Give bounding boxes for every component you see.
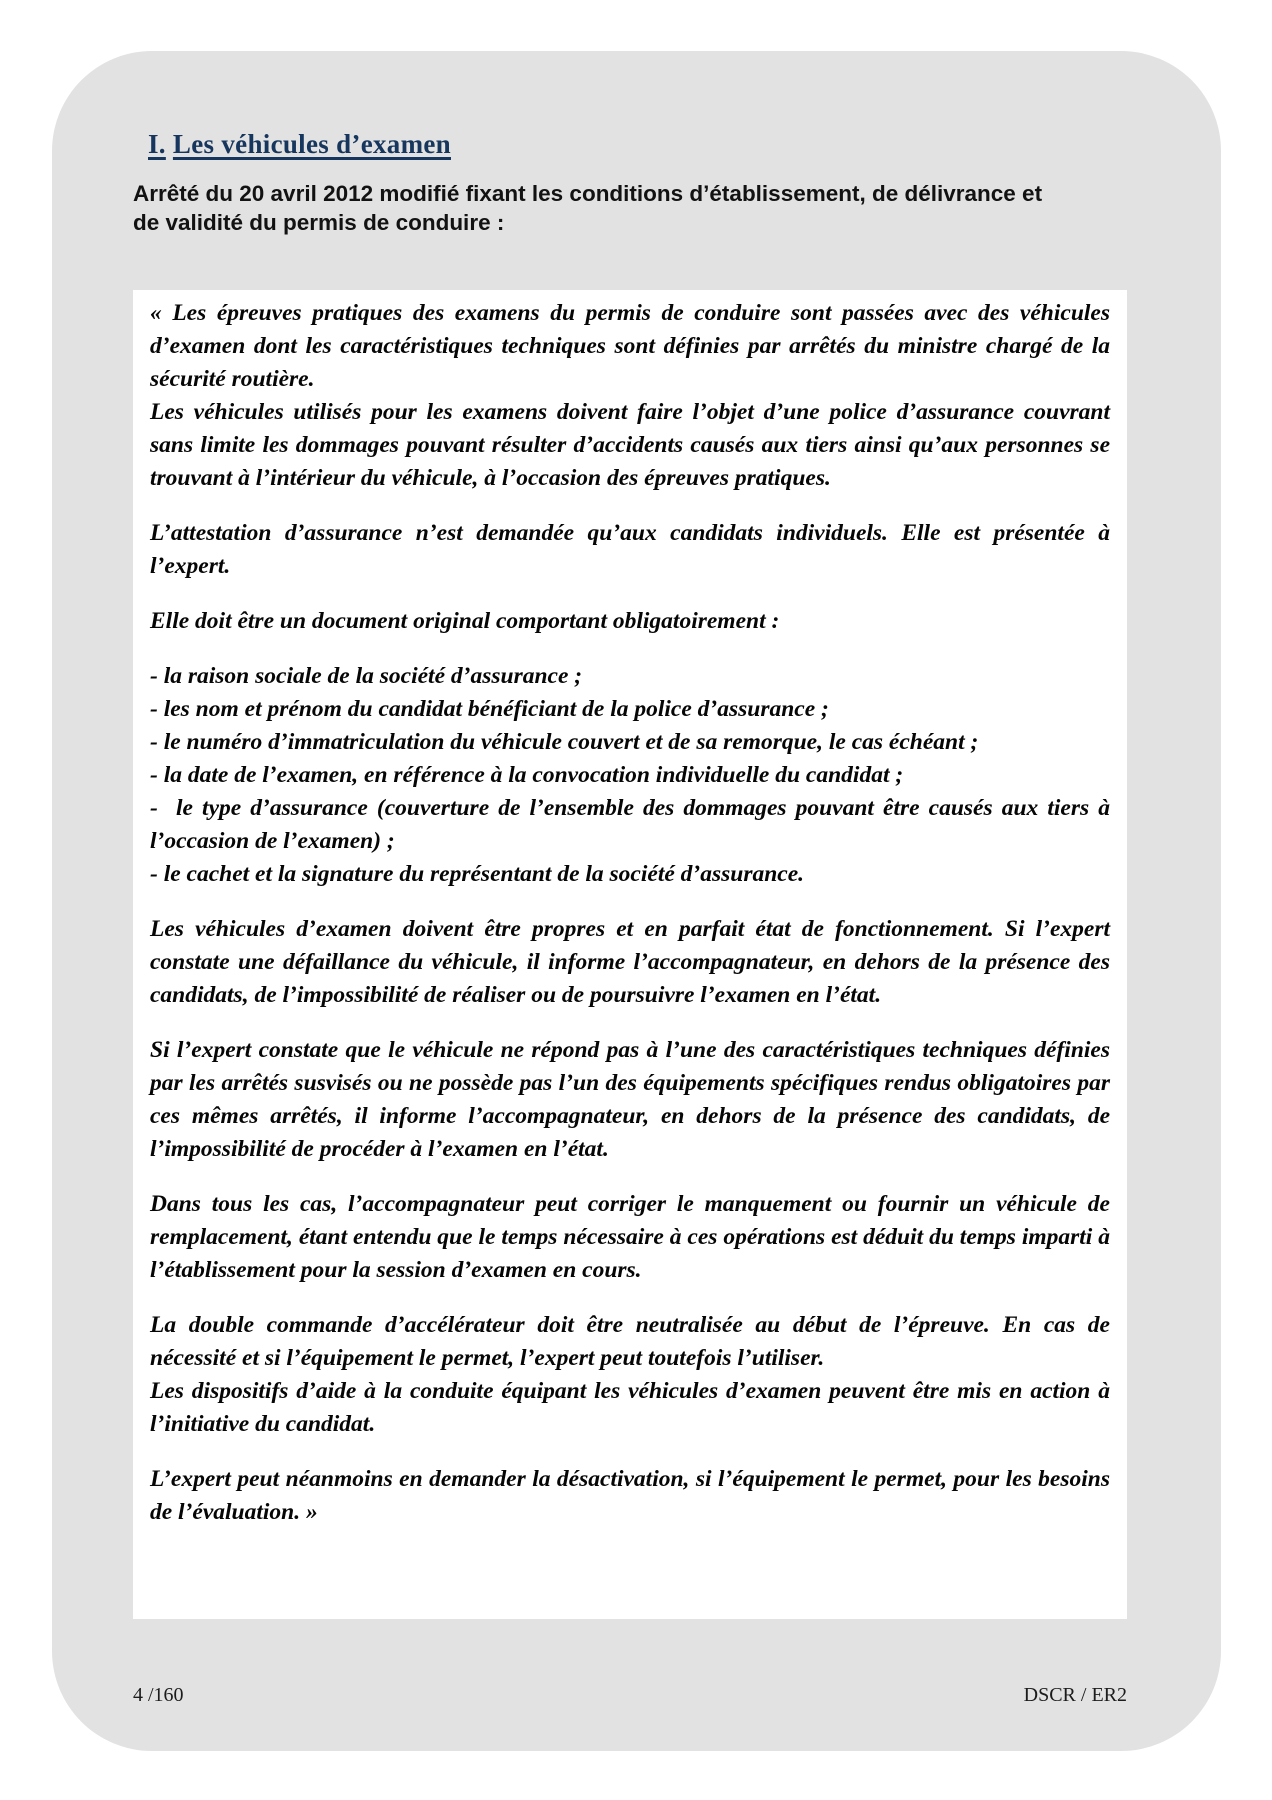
page-number: 4 /160 bbox=[133, 1684, 184, 1706]
paragraph: L’attestation d’assurance n’est demandée qu’aux candidats individuels. Elle est présentée à l’expert. bbox=[150, 520, 1110, 579]
title-numeral: I. bbox=[148, 129, 166, 159]
list-item: - les nom et prénom du candidat bénéficiant de la police d’assurance ; bbox=[150, 696, 829, 722]
decree-heading: Arrêté du 20 avril 2012 modifié fixant les conditions d’établissement, de délivrance et de validité du permis de conduire : bbox=[133, 181, 1043, 235]
list-item: - la raison sociale de la société d’assurance ; bbox=[150, 663, 583, 689]
paragraph: Si l’expert constate que le véhicule ne répond pas à l’une des caractéristiques techniques définies par les arrêtés susvisés ou ne possède pas l’un des équipements spécifiques rendus obligatoires par ces mêmes arrêtés, il informe l’accompagnateur, en dehors de la présence des candidats, de l’impossibilité de procéder à l’examen en l’état. bbox=[150, 1037, 1110, 1162]
list-item: - la date de l’examen, en référence à la convocation individuelle du candidat ; bbox=[150, 762, 904, 788]
list-item: - le numéro d’immatriculation du véhicule couvert et de sa remorque, le cas échéant ; bbox=[150, 729, 979, 755]
list-item: - le cachet et la signature du représentant de la société d’assurance. bbox=[150, 861, 805, 887]
paragraph: Les dispositifs d’aide à la conduite équipant les véhicules d’examen peuvent être mis en action à l’initiative du candidat. bbox=[150, 1378, 1110, 1437]
page-footer bbox=[133, 1684, 1127, 1707]
list-item: - le type d’assurance (couverture de l’ensemble des dommages pouvant être causés aux tiers à l’occasion de l’examen) ; bbox=[150, 795, 1110, 854]
quoted-regulation-block bbox=[133, 290, 1127, 1619]
paragraph: Dans tous les cas, l’accompagnateur peut corriger le manquement ou fournir un véhicule de remplacement, étant entendu que le temps nécessaire à ces opérations est déduit du temps imparti à l’établissement pour la session d’examen en cours. bbox=[150, 1191, 1110, 1283]
paragraph: « Les épreuves pratiques des examens du permis de conduire sont passées avec des véhicules d’examen dont les caractéristiques techniques sont définies par arrêtés du ministre chargé de la sécurité routière. bbox=[150, 300, 1110, 392]
paragraph: Les véhicules utilisés pour les examens doivent faire l’objet d’une police d’assurance couvrant sans limite les dommages pouvant résulter d’accidents causés aux tiers ainsi qu’aux personnes se trouvant à l’intérieur du véhicule, à l’occasion des épreuves pratiques. bbox=[150, 399, 1110, 491]
paragraph: L’expert peut néanmoins en demander la désactivation, si l’équipement le permet, pour les besoins de l’évaluation. » bbox=[150, 1466, 1110, 1525]
document-reference: DSCR / ER2 bbox=[1023, 1684, 1127, 1706]
paragraph: La double commande d’accélérateur doit être neutralisée au début de l’épreuve. En cas de nécessité et si l’équipement le permet, l’expert peut toutefois l’utiliser. bbox=[150, 1312, 1110, 1371]
document-page bbox=[52, 51, 1221, 1751]
paragraph: Les véhicules d’examen doivent être propres et en parfait état de fonctionnement. Si l’expert constate une défaillance du véhicule, il informe l’accompagnateur, en dehors de la présence des candidats, de l’impossibilité de réaliser ou de poursuivre l’examen en l’état. bbox=[150, 916, 1110, 1008]
page-title bbox=[148, 129, 451, 160]
title-label: Les véhicules d’examen bbox=[172, 129, 451, 159]
paragraph: Elle doit être un document original comportant obligatoirement : bbox=[150, 608, 780, 634]
